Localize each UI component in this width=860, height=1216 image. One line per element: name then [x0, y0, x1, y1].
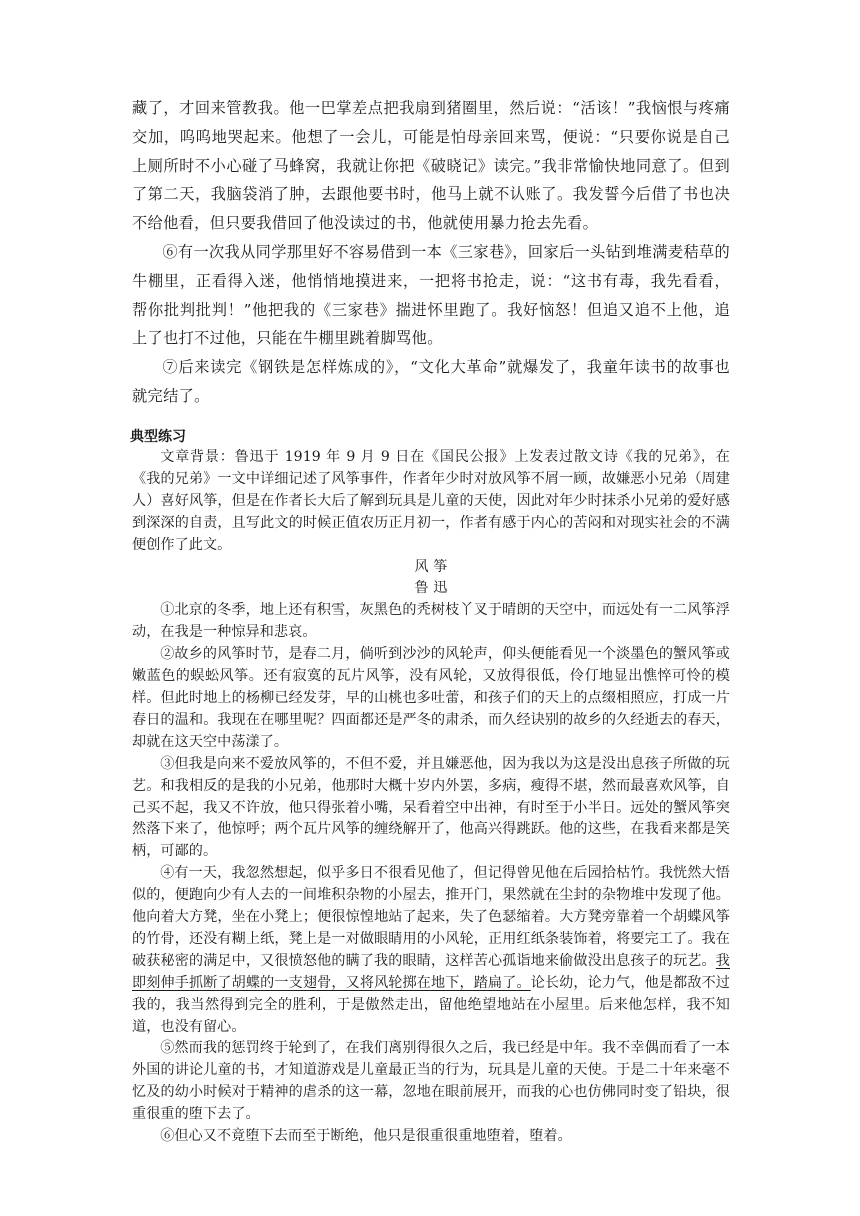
paragraph-7: ⑦后来读完《钢铁是怎样炼成的》，“文化大革命”就爆发了，我童年读书的故事也就完结了。: [132, 358, 730, 405]
story-ending-section: [132, 94, 730, 411]
article-paragraph-2: ②故乡的风筝时节，是春二月，倘听到沙沙的风轮声，仰头便能看见一个淡墨色的蟹风筝或嫩蓝色的蜈蚣风筝。还有寂寞的瓦片风筝，没有风轮，又放得很低，伶仃地显出憔悴可怜的模样。但此时地上的杨柳已经发芽，早的山桃也多吐蕾，和孩子们的天上的点缀相照应，打成一片春日的温和。我现在在哪里呢？四面都还是严冬的肃杀，而久经诀别的故乡的久经逝去的春天，却就在这天空中荡漾了。: [132, 646, 730, 750]
paragraph-4-part-b: 论长幼，论力气，他是都敌不过我的，我当然得到完全的胜利，于是傲然走出，留他绝望地站在小屋里。后来他怎样，我不知道，也没有留心。: [132, 974, 731, 1035]
paragraph-4-part-a: ④有一天，我忽然想起，似乎多日不很看见他了，但记得曾见他在后园拾枯竹。我恍然大悟似的，便跑向少有人去的一间堆积杂物的小屋去，推开门，果然就在尘封的杂物堆中发现了他。他向着大方凳，坐在小凳上；便很惊惶地站了起来，失了色瑟缩着。大方凳旁靠着一个胡蝶风筝的竹骨，还没有糊上纸，凳上是一对做眼睛用的小风轮，正用红纸条装饰着，将要完工了。我在破获秘密的满足中，又很愤怒他的瞒了我的眼睛，这样苦心孤诣地来偷做没出息孩子的玩艺。: [132, 865, 730, 969]
underlined-sentence: 我即刻伸手抓断了胡蝶的一支翅骨，又将风轮掷在地下，踏扁了。: [132, 952, 730, 991]
paragraph-6: ⑥有一次我从同学那里好不容易借到一本《三家巷》，回家后一头钻到堆满麦秸草的牛棚里，正看得入迷，他悄悄地摸进来，一把将书抢走，说：“这书有毒，我先看看，帮你批判批判！”他把我的《三家巷》揣进怀里跑了。我好恼怒！但追又追不上他，追上了也打不过他，只能在牛棚里跳着脚骂他。: [132, 242, 730, 348]
article-paragraph-1: ①北京的冬季，地上还有积雪，灰黑色的秃树枝丫叉于晴朗的天空中，而远处有一二风筝浮动，在我是一种惊异和悲哀。: [132, 602, 730, 641]
article-paragraph-5: ⑤然而我的惩罚终于轮到了，在我们离别得很久之后，我已经是中年。我不幸偶而看了一本外国的讲论儿童的书，才知道游戏是儿童最正当的行为，玩具是儿童的天使。于是二十年来毫不忆及的幼小时候对于精神的虐杀的这一幕，忽地在眼前展开，而我的心也仿佛同时变了铅块，很重很重的堕下去了。: [132, 1040, 730, 1123]
article-paragraph-6: ⑥但心又不竟堕下去而至于断绝，他只是很重很重地堕着，堕着。: [160, 1128, 572, 1145]
practice-heading: 典型练习: [130, 429, 186, 445]
article-background: 文章背景：鲁迅于 1919 年 9 月 9 日在《国民公报》上发表过散文诗《我的兄弟》，在《我的兄弟》一文中详细记述了风筝事件，作者年少时对放风筝不屑一顾，故嫌恶小兄弟（周建人）喜好风筝，但是在作者长大后了解到玩具是儿童的天使，因此对年少时抹杀小兄弟的爱好感到深深的自责，且写此文的时候正值农历正月初一，作者有感于内心的苦闷和对现实社会的不满便创作了此文。: [132, 449, 730, 553]
paragraph-continued: 藏了，才回来管教我。他一巴掌差点把我扇到猪圈里，然后说：“活该！”我恼恨与疼痛交加，呜呜地哭起来。他想了一会儿，可能是怕母亲回来骂，便说：“只要你说是自己上厕所时不小心碰了马蜂窝，我就让你把《破晓记》读完。”我非常愉快地同意了。但到了第二天，我脑袋消了肿，去跟他要书时，他马上就不认账了。我发誓今后借了书也决不给他看，但只要我借回了他没读过的书，他就使用暴力抢去先看。: [132, 99, 730, 233]
article-author: 鲁 迅: [414, 580, 448, 597]
article-title: 风 筝: [414, 558, 448, 575]
article-paragraph-4: [132, 863, 730, 1038]
practice-section: [132, 447, 730, 1148]
article-paragraph-3: ③但我是向来不爱放风筝的，不但不爱，并且嫌恶他，因为我以为这是没出息孩子所做的玩艺。和我相反的是我的小兄弟，他那时大概十岁内外罢，多病，瘦得不堪，然而最喜欢风筝，自己买不起，我又不许放，他只得张着小嘴，呆看着空中出神，有时至于小半日。远处的蟹风筝突然落下来了，他惊呼；两个瓦片风筝的缠绕解开了，他高兴得跳跃。他的这些，在我看来都是笑柄，可鄙的。: [132, 755, 730, 860]
